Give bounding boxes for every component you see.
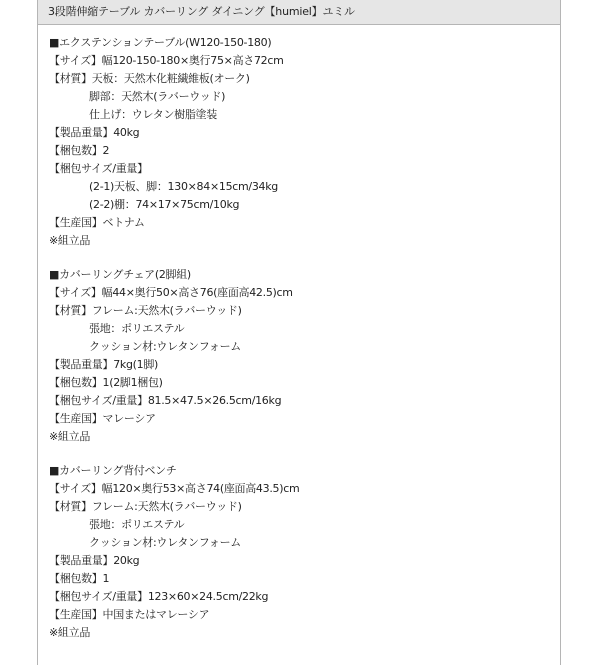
spec-line: ※組立品 (49, 234, 91, 247)
spec-line: 【梱包数】1(2脚1梱包) (49, 376, 163, 389)
spec-line: 【梱包数】1 (49, 572, 110, 585)
section-title-table: ■エクステンションテーブル(W120-150-180) (49, 36, 272, 49)
spec-line: ※組立品 (49, 430, 91, 443)
spec-line: 【材質】天板：天然木化粧繊維板(オーク) (49, 72, 250, 85)
spec-line: 【サイズ】幅120×奥行53×高さ74(座面高43.5)cm (49, 482, 300, 495)
spec-line: 【生産国】マレーシア (49, 412, 156, 425)
spec-line: 【材質】フレーム:天然木(ラバーウッド) (49, 304, 242, 317)
spec-line: 【サイズ】幅120-150-180×奥行75×高さ72cm (49, 54, 284, 67)
spec-line: 張地：ポリエステル (89, 322, 185, 335)
spec-line: 【サイズ】幅44×奥行50×高さ76(座面高42.5)cm (49, 286, 293, 299)
page-title: 3段階伸縮テーブル カバーリング ダイニング【humiel】ユミル (48, 5, 355, 18)
spec-line: 【生産国】ベトナム (49, 216, 145, 229)
spec-line: 張地：ポリエステル (89, 518, 185, 531)
spec-line: 脚部：天然木(ラバーウッド) (89, 90, 226, 103)
spec-line: 【梱包サイズ/重量】81.5×47.5×26.5cm/16kg (49, 394, 282, 407)
section-title-bench: ■カバーリング背付ベンチ (49, 464, 177, 477)
spec-line: ※組立品 (49, 626, 91, 639)
spec-line: (2-1)天板、脚：130×84×15cm/34kg (89, 180, 278, 193)
spec-line: 【製品重量】7kg(1脚) (49, 358, 159, 371)
spec-line: 【梱包サイズ/重量】 (49, 162, 148, 175)
spec-line: 【材質】フレーム:天然木(ラバーウッド) (49, 500, 242, 513)
spec-line: 【梱包サイズ/重量】123×60×24.5cm/22kg (49, 590, 269, 603)
spec-line: クッション材:ウレタンフォーム (89, 340, 241, 353)
spec-line: 【製品重量】20kg (49, 554, 140, 567)
spec-line: クッション材:ウレタンフォーム (89, 536, 241, 549)
spec-line: 【生産国】中国またはマレーシア (49, 608, 210, 621)
spec-line: 【梱包数】2 (49, 144, 110, 157)
spec-line: 仕上げ：ウレタン樹脂塗装 (89, 108, 217, 121)
spec-line: 【製品重量】40kg (49, 126, 140, 139)
section-title-chair: ■カバーリングチェア(2脚組) (49, 268, 191, 281)
spec-line: (2-2)棚：74×17×75cm/10kg (89, 198, 240, 211)
header-bar (37, 0, 561, 25)
